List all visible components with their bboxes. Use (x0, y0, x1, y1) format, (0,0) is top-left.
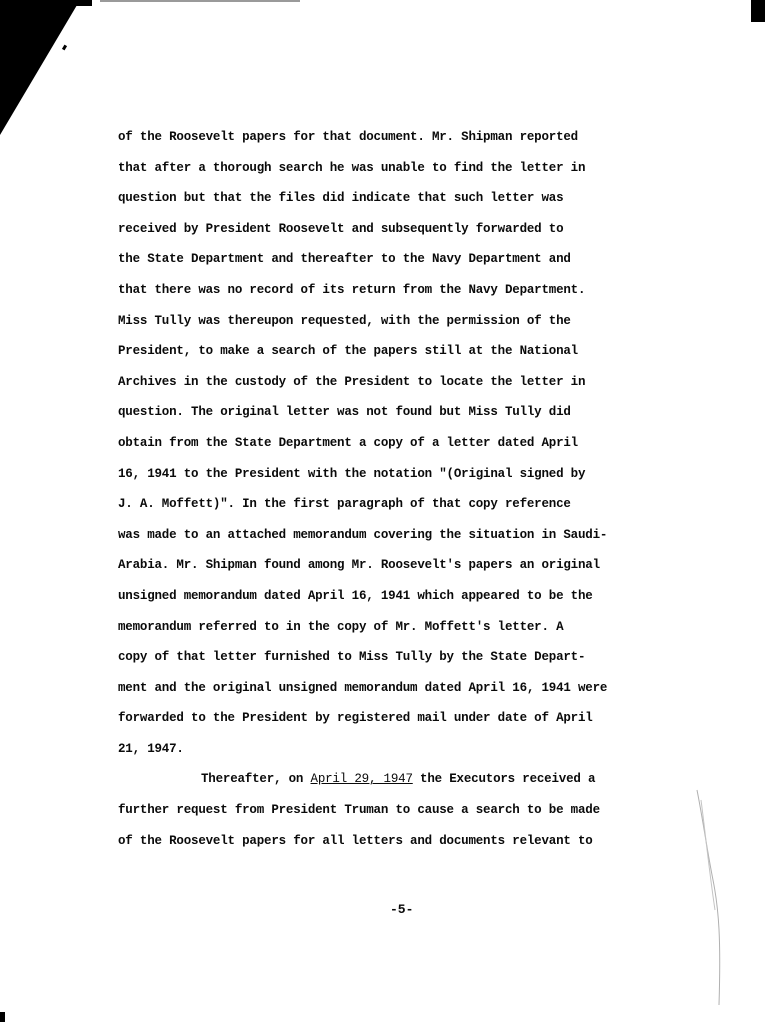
paragraph-2-rest: the Executors received a (412, 772, 596, 787)
text-line: of the Roosevelt papers for all letters and documents relevant to (118, 833, 593, 848)
text-line: Miss Tully was thereupon requested, with the permission of the (118, 313, 571, 328)
text-line: 21, 1947. (118, 741, 184, 756)
text-line: was made to an attached memorandum covering the situation in Saudi- (118, 527, 608, 542)
text-line: memorandum referred to in the copy of Mr. Moffett's letter. A (118, 619, 564, 634)
text-line: unsigned memorandum dated April 16, 1941 which appeared to be the (118, 588, 593, 603)
text-line: J. A. Moffett)". In the first paragraph of that copy reference (118, 497, 571, 512)
margin-pencil-mark (695, 780, 725, 1010)
text-line: question but that the files did indicate that such letter was (118, 191, 564, 206)
underlined-date: April 29, 1947 (310, 772, 413, 787)
text-line: Archives in the custody of the President to locate the letter in (118, 374, 586, 389)
paragraph-2-lead: Thereafter, on (201, 772, 311, 787)
text-line: further request from President Truman to cause a search to be made (118, 803, 600, 818)
text-line: President, to make a search of the papers still at the National (118, 344, 578, 359)
scan-top-edge-mark (100, 0, 300, 7)
scan-top-edge-shadow (0, 0, 92, 6)
text-line: the State Department and thereafter to the Navy Department and (118, 252, 571, 267)
text-line: Arabia. Mr. Shipman found among Mr. Roosevelt's papers an original (118, 558, 600, 573)
text-line: obtain from the State Department a copy of a letter dated April (118, 435, 578, 450)
text-line: received by President Roosevelt and subsequently forwarded to (118, 221, 564, 236)
paragraph-2-first-line (118, 764, 658, 795)
scan-corner-shadow (0, 0, 80, 135)
text-line: copy of that letter furnished to Miss Tully by the State Depart- (118, 650, 586, 665)
text-line: of the Roosevelt papers for that document. Mr. Shipman reported (118, 130, 578, 144)
document-body (118, 122, 658, 856)
text-line: forwarded to the President by registered mail under date of April (118, 711, 593, 726)
text-line: that after a thorough search he was unable to find the letter in (118, 160, 586, 175)
scan-left-edge-mark (0, 1012, 5, 1022)
text-line: 16, 1941 to the President with the notation "(Original signed by (118, 466, 586, 481)
text-line: that there was no record of its return from the Navy Department. (118, 282, 586, 297)
scan-right-corner-shadow (751, 0, 765, 22)
text-line: question. The original letter was not found but Miss Tully did (118, 405, 571, 420)
text-line: ment and the original unsigned memorandum dated April 16, 1941 were (118, 680, 608, 695)
page-number: -5- (390, 902, 414, 917)
